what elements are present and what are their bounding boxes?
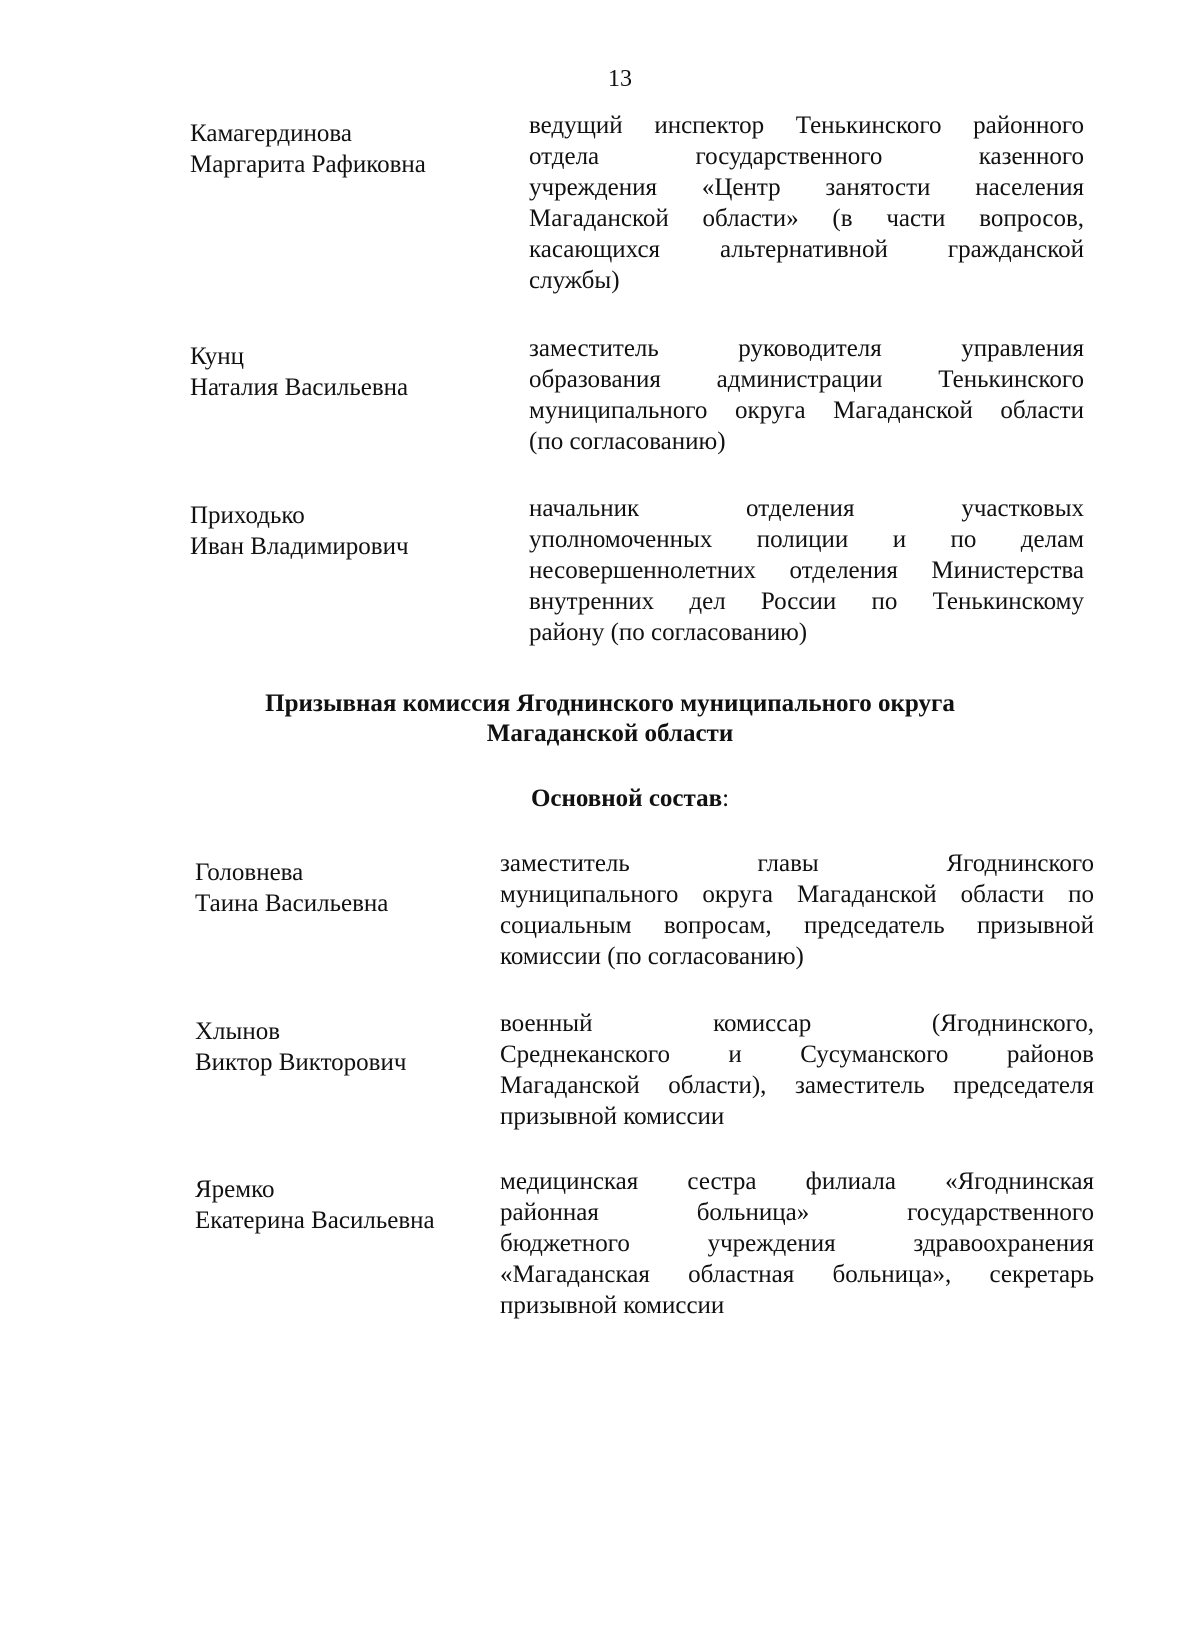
section-heading xyxy=(0,689,1200,749)
position-line: учреждения «Центр занятости населения xyxy=(529,174,1084,201)
member-given-name: Наталия Васильевна xyxy=(190,374,409,401)
member-position xyxy=(500,1166,1094,1321)
position-line: муниципального округа Магаданской области по xyxy=(500,881,1094,908)
member-surname: Камагердинова xyxy=(190,120,352,147)
position-line: заместитель главы Ягоднинского xyxy=(500,850,1094,877)
position-line: заместитель руководителя управления xyxy=(529,335,1084,362)
member-given-name: Иван Владимирович xyxy=(190,533,409,560)
position-line: военный комиссар (Ягоднинского, xyxy=(500,1010,1094,1037)
member-name xyxy=(190,341,408,403)
section-heading-line: Призывная комиссия Ягоднинского муниципального округа xyxy=(265,690,955,717)
position-line: несовершеннолетних отделения Министерства xyxy=(529,557,1084,584)
sub-heading-text: Основной состав xyxy=(530,785,723,812)
position-line: Магаданской области» (в части вопросов, xyxy=(529,205,1084,232)
member-given-name: Таина Васильевна xyxy=(195,890,389,917)
position-line: службы) xyxy=(529,267,620,294)
position-line: уполномоченных полиции и по делам xyxy=(529,526,1084,553)
member-position xyxy=(529,110,1084,296)
member-surname: Кунц xyxy=(190,343,245,370)
position-line: отдела государственного казенного xyxy=(529,143,1084,170)
member-given-name: Екатерина Васильевна xyxy=(195,1207,435,1234)
member-name xyxy=(190,118,426,180)
member-surname: Яремко xyxy=(195,1176,275,1203)
member-surname: Хлынов xyxy=(195,1018,281,1045)
member-surname: Приходько xyxy=(190,502,305,529)
member-name xyxy=(190,500,409,562)
member-name xyxy=(195,1016,406,1078)
sub-heading-colon: : xyxy=(722,785,730,812)
member-position xyxy=(500,1008,1094,1132)
position-line: бюджетного учреждения здравоохранения xyxy=(500,1230,1094,1257)
section-heading-line: Магаданской области xyxy=(486,720,734,747)
position-line: «Магаданская областная больница», секретарь xyxy=(500,1261,1094,1288)
page-number: 13 xyxy=(608,66,632,92)
position-line: районная больница» государственного xyxy=(500,1199,1094,1226)
position-line: Среднеканского и Сусуманского районов xyxy=(500,1041,1094,1068)
position-line: призывной комиссии xyxy=(500,1292,725,1319)
position-line: муниципального округа Магаданской области xyxy=(529,397,1084,424)
position-line: району (по согласованию) xyxy=(529,619,808,646)
sub-heading xyxy=(0,785,1200,813)
member-position xyxy=(500,848,1094,972)
member-name xyxy=(195,1174,435,1236)
position-line: (по согласованию) xyxy=(529,428,726,455)
position-line: внутренних дел России по Тенькинскому xyxy=(529,588,1084,615)
position-line: ведущий инспектор Тенькинского районного xyxy=(529,112,1084,139)
position-line: призывной комиссии xyxy=(500,1103,725,1130)
position-line: Магаданской области), заместитель председателя xyxy=(500,1072,1094,1099)
position-line: медицинская сестра филиала «Ягоднинская xyxy=(500,1168,1094,1195)
position-line: образования администрации Тенькинского xyxy=(529,366,1084,393)
position-line: касающихся альтернативной гражданской xyxy=(529,236,1084,263)
position-line: комиссии (по согласованию) xyxy=(500,943,804,970)
member-surname: Головнева xyxy=(195,859,304,886)
member-given-name: Виктор Викторович xyxy=(195,1049,407,1076)
position-line: социальным вопросам, председатель призывной xyxy=(500,912,1094,939)
member-given-name: Маргарита Рафиковна xyxy=(190,151,426,178)
member-position xyxy=(529,333,1084,457)
member-position xyxy=(529,493,1084,648)
member-name xyxy=(195,857,388,919)
position-line: начальник отделения участковых xyxy=(529,495,1084,522)
